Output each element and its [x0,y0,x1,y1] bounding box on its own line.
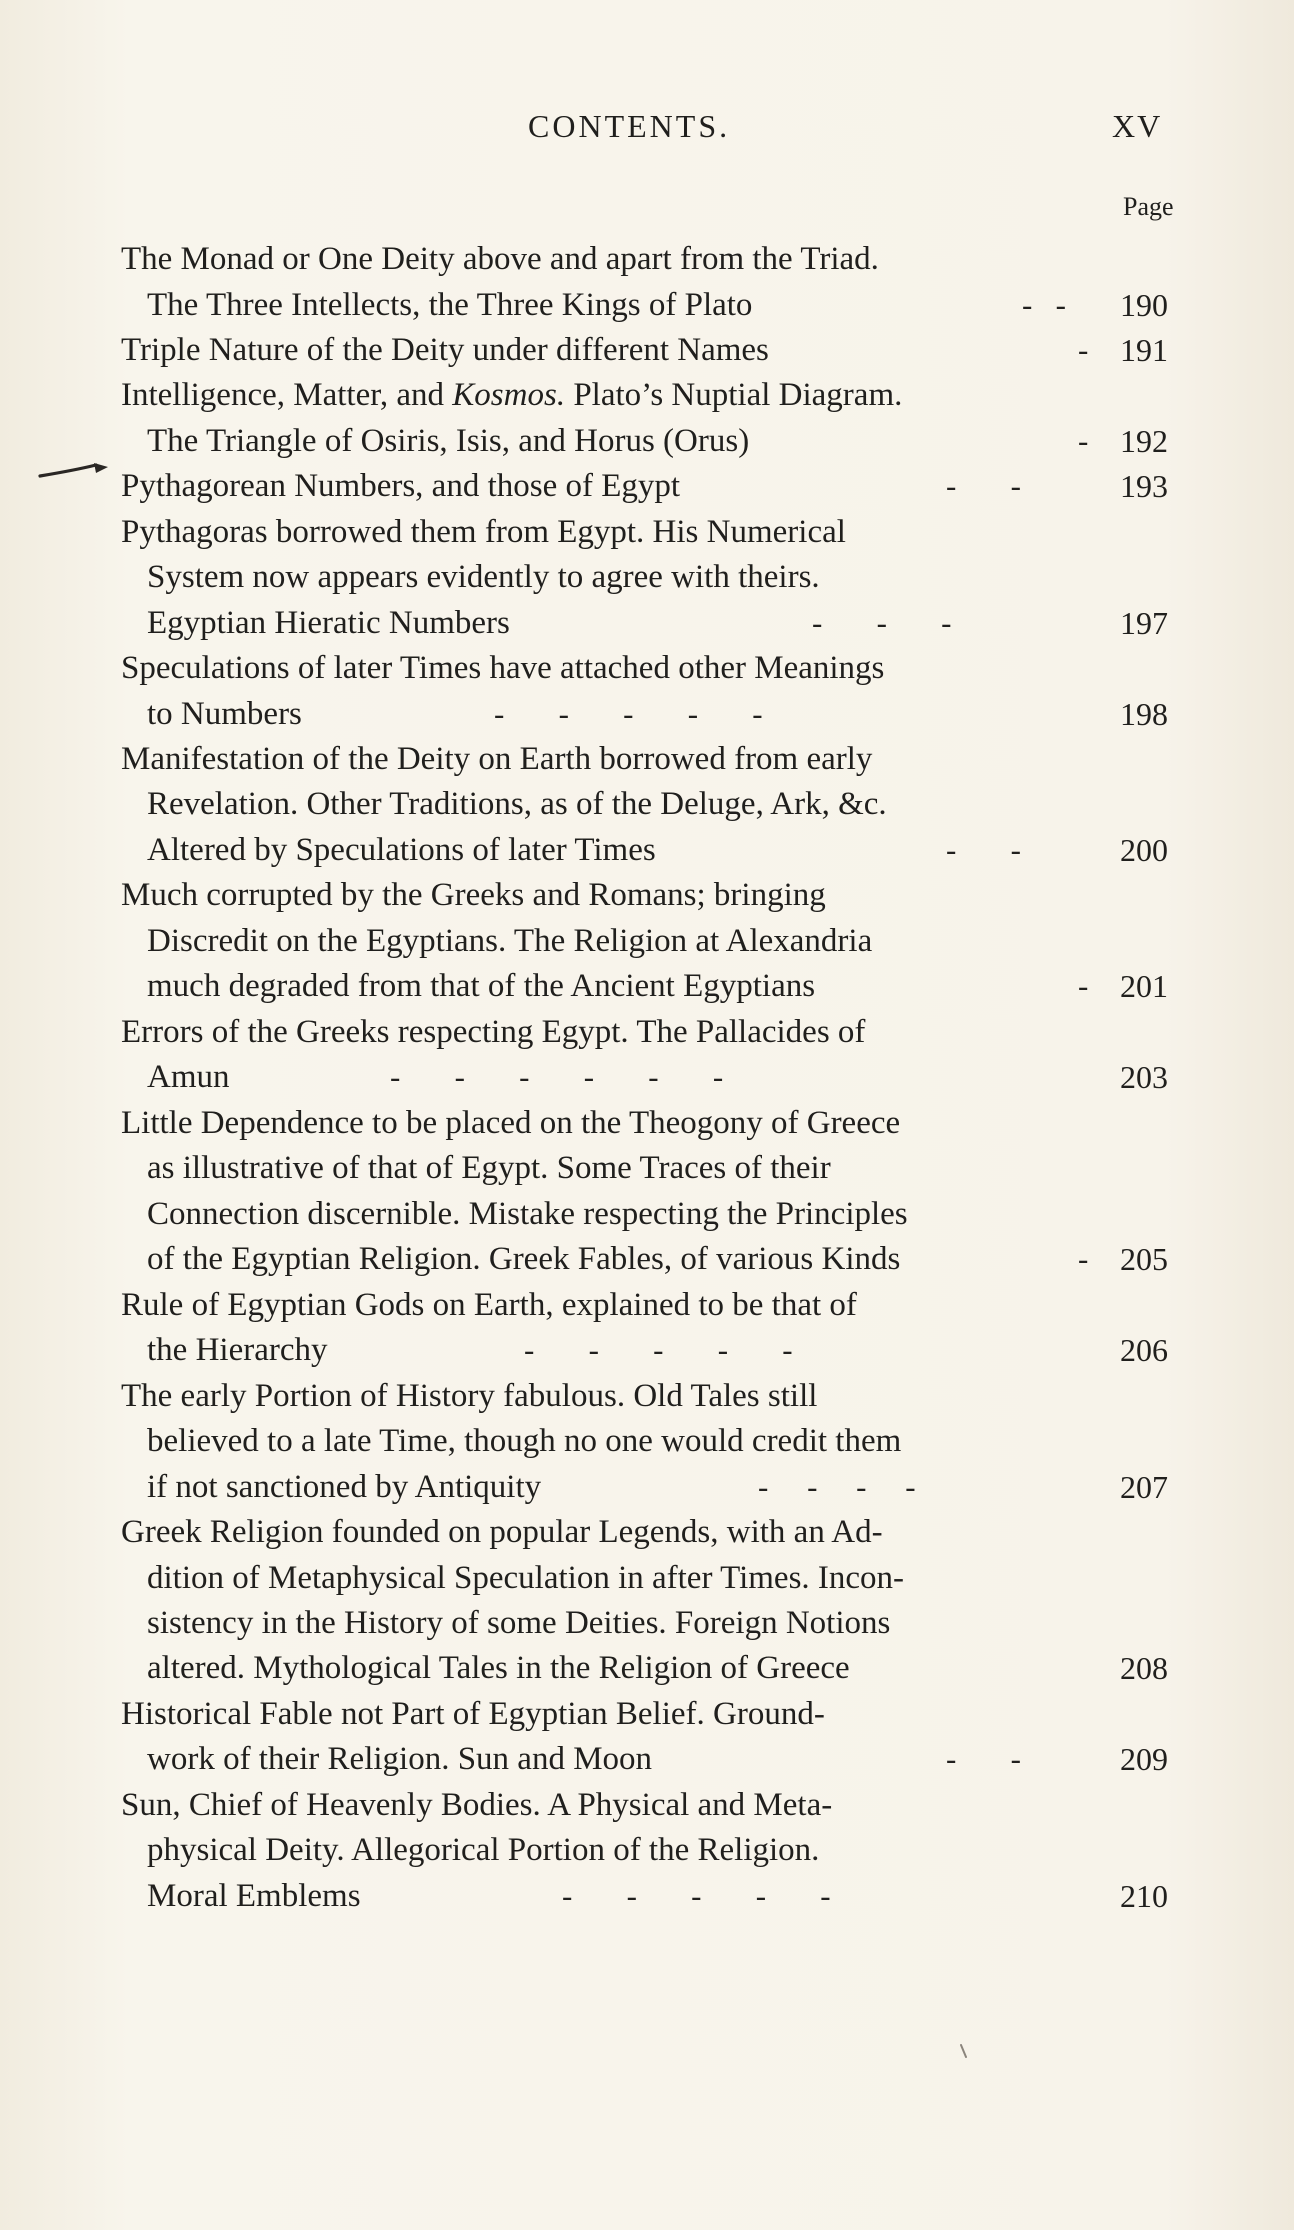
paper-speck-icon [960,2044,968,2058]
dot-leader: - - - - - - [390,1059,724,1094]
contents-line-text: Speculations of later Times have attached other Meanings [121,650,885,686]
contents-line [0,1328,1294,1372]
contents-line-text: Sun, Chief of Heavenly Bodies. A Physical and Meta- [121,1787,833,1823]
emphasized-word: Kosmos. [452,377,566,413]
page-title: CONTENTS. [528,108,731,144]
contents-line [0,373,1294,417]
contents-line-text: The Monad or One Deity above and apart from the Triad. [121,241,879,277]
contents-line-text: Revelation. Other Traditions, as of the Deluge, Ark, &c. [147,786,887,822]
page-reference: 209 [1120,1741,1168,1777]
contents-line [0,1828,1294,1872]
dot-leader: - - [1022,287,1066,322]
contents-line [0,1419,1294,1463]
dot-leader: - [1078,423,1089,458]
contents-line-text: the Hierarchy [147,1332,328,1368]
contents-line-text: physical Deity. Allegorical Portion of the Religion. [147,1832,820,1868]
contents-line-text: Amun [147,1059,230,1095]
contents-line [0,646,1294,690]
contents-line-text: sistency in the History of some Deities. Foreign Notions [147,1605,891,1641]
contents-line-text-part: Intelligence, Matter, and [121,377,453,413]
contents-line [0,1783,1294,1827]
contents-line-text: to Numbers [147,696,302,732]
contents-line-text: much degraded from that of the Ancient Egyptians [147,968,816,1004]
page-reference: 207 [1120,1469,1168,1505]
dot-leader: - - - - - [494,696,763,731]
contents-line [0,1283,1294,1327]
page-reference: 203 [1120,1059,1168,1095]
contents-line-text: Pythagorean Numbers, and those of Egypt [121,468,681,504]
contents-line-text: as illustrative of that of Egypt. Some Traces of their [147,1150,831,1186]
page-reference: 193 [1120,468,1168,504]
contents-line-text: Much corrupted by the Greeks and Romans; bringing [121,877,826,913]
contents-line-text: Historical Fable not Part of Egyptian Belief. Ground- [121,1696,825,1732]
dot-leader: - [1078,332,1089,367]
contents-line [0,692,1294,736]
contents-line-text: Moral Emblems [147,1878,361,1914]
contents-line [0,1146,1294,1190]
contents-line [0,328,1294,372]
contents-line-text: altered. Mythological Tales in the Religion of Greece [147,1650,850,1686]
contents-line-text: Pythagoras borrowed them from Egypt. His Numerical [121,514,846,550]
margin-ink-mark-icon [38,461,112,485]
contents-line [0,1556,1294,1600]
contents-line [0,1192,1294,1236]
page-reference: 197 [1120,605,1168,641]
dot-leader: - - - - - [524,1332,793,1367]
dot-leader: - - - - - [562,1878,831,1913]
contents-line [0,510,1294,554]
contents-line [0,873,1294,917]
contents-line [0,737,1294,781]
contents-line-text: Altered by Speculations of later Times [147,832,656,868]
page-reference: 201 [1120,968,1168,1004]
contents-line [0,782,1294,826]
contents-line [0,1055,1294,1099]
contents-line [0,283,1294,327]
contents-line [0,919,1294,963]
page-column-label: Page [1123,192,1174,221]
page-reference: 205 [1120,1241,1168,1277]
contents-line [0,1692,1294,1736]
contents-line-text: Greek Religion founded on popular Legends, with an Ad- [121,1514,883,1550]
dot-leader: - - [946,1741,1021,1776]
contents-line-text: System now appears evidently to agree with theirs. [147,559,820,595]
page-reference: 200 [1120,832,1168,868]
contents-line [0,464,1294,508]
contents-line [0,601,1294,645]
dot-leader: - [1078,1241,1089,1276]
dot-leader: - [1078,968,1089,1003]
dot-leader: - - [946,468,1021,503]
contents-line-text: The Three Intellects, the Three Kings of Plato [147,287,753,323]
contents-line-text: if not sanctioned by Antiquity [147,1469,542,1505]
contents-line-text: Discredit on the Egyptians. The Religion at Alexandria [147,923,873,959]
contents-line [0,1737,1294,1781]
contents-line [0,1646,1294,1690]
contents-line-text: Little Dependence to be placed on the Theogony of Greece [121,1105,901,1141]
page-reference: 191 [1120,332,1168,368]
contents-line [0,1510,1294,1554]
contents-line-text: Triple Nature of the Deity under different Names [121,332,769,368]
dot-leader: - - [946,832,1021,867]
contents-line-text: The Triangle of Osiris, Isis, and Horus (Orus) [147,423,750,459]
contents-line [0,419,1294,463]
dot-leader: - - - - [758,1469,916,1504]
contents-line-text: work of their Religion. Sun and Moon [147,1741,653,1777]
contents-line [0,237,1294,281]
contents-line [0,1010,1294,1054]
contents-line [0,1374,1294,1418]
contents-line-text: Errors of the Greeks respecting Egypt. The Pallacides of [121,1014,866,1050]
contents-line [0,828,1294,872]
page-reference: 190 [1120,287,1168,323]
contents-line-text: Connection discernible. Mistake respecting the Principles [147,1196,908,1232]
page-reference: 192 [1120,423,1168,459]
dot-leader: - - - [812,605,952,640]
contents-line-text: believed to a late Time, though no one would credit them [147,1423,902,1459]
page-number: XV [1112,108,1163,144]
page-reference: 208 [1120,1650,1168,1686]
contents-line [0,1601,1294,1645]
contents-line-text: Manifestation of the Deity on Earth borrowed from early [121,741,873,777]
contents-line-text-part: Plato’s Nuptial Diagram. [565,377,903,413]
contents-line [0,1465,1294,1509]
contents-line [0,1101,1294,1145]
contents-line-text: dition of Metaphysical Speculation in after Times. Incon- [147,1560,905,1596]
contents-line-text: The early Portion of History fabulous. Old Tales still [121,1378,818,1414]
contents-line [0,1237,1294,1281]
page-reference: 198 [1120,696,1168,732]
contents-line-text [121,373,902,417]
contents-line-text: Egyptian Hieratic Numbers [147,605,510,641]
contents-line-text: Rule of Egyptian Gods on Earth, explained to be that of [121,1287,857,1323]
page-reference: 210 [1120,1878,1168,1914]
contents-line [0,555,1294,599]
contents-line-text: of the Egyptian Religion. Greek Fables, of various Kinds [147,1241,901,1277]
contents-line [0,1874,1294,1918]
page-reference: 206 [1120,1332,1168,1368]
contents-line [0,964,1294,1008]
